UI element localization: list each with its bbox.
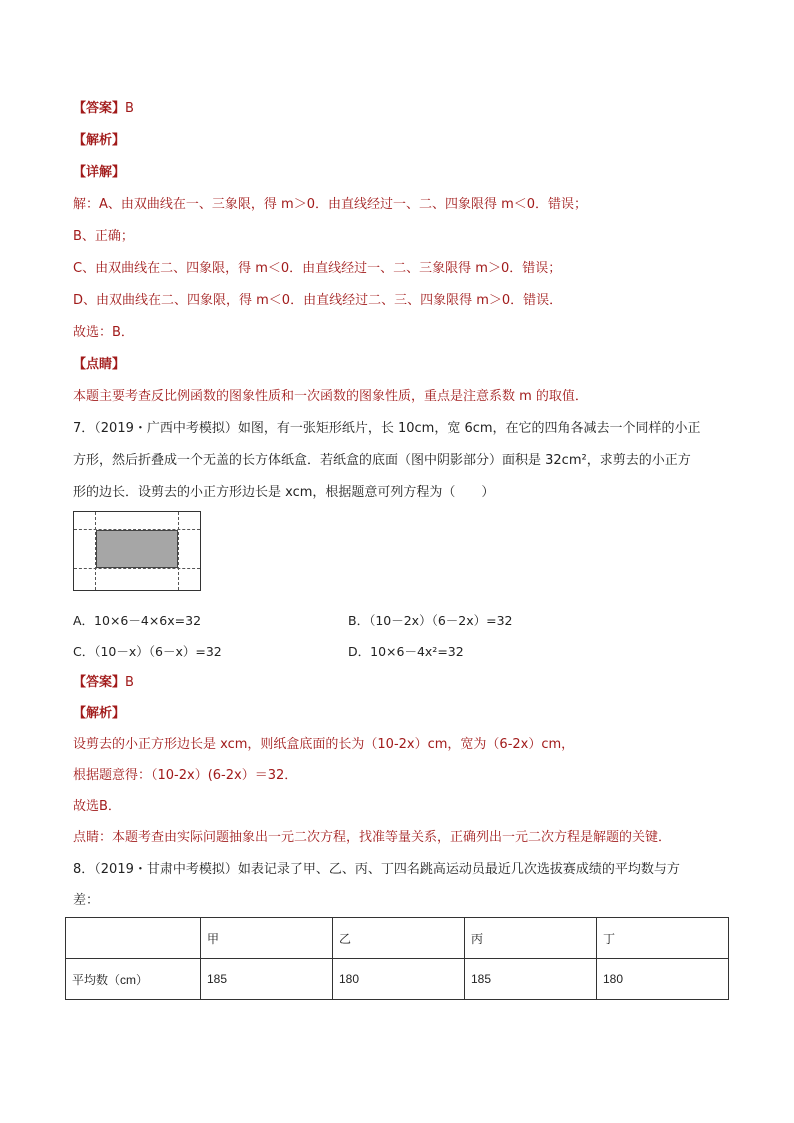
analysis-label: 【解析】	[73, 133, 126, 148]
comment-text: 本题主要考查反比例函数的图象性质和一次函数的图象性质，重点是注意系数 m 的取值．	[73, 389, 588, 404]
table-row	[66, 959, 729, 1000]
shaded-base	[96, 530, 178, 568]
analysis-label: 【解析】	[73, 706, 126, 721]
solution-line: 根据题意得：（10-2x）(6-2x）＝32．	[73, 768, 298, 783]
table-header-row	[66, 918, 729, 959]
option-c: C．（10－x）（6－x）=32	[73, 644, 222, 659]
comment-label: 【点睛】	[73, 357, 126, 372]
table-cell	[66, 918, 201, 959]
solution-line: 设剪去的小正方形边长是 xcm，则纸盒底面的长为（10-2x）cm，宽为（6-2x）cm，	[73, 737, 575, 752]
table-cell: 180	[597, 959, 729, 1000]
table-header-cell: 甲	[201, 918, 333, 959]
detail-label: 【详解】	[73, 165, 126, 180]
question-stem: 方形，然后折叠成一个无盖的长方体纸盒．若纸盒的底面（图中阴影部分）面积是 32cm²，求剪去的小正方	[73, 453, 691, 468]
fold-line	[74, 568, 200, 569]
table-header-cell: 乙	[333, 918, 465, 959]
option-b: B．（10－2x）（6－2x）=32	[348, 613, 513, 628]
comment-text: 点睛：本题考查由实际问题抽象出一元二次方程，找准等量关系，正确列出一元二次方程是解题的关键．	[73, 830, 672, 845]
fold-line	[178, 512, 179, 590]
solution-line: D、由双曲线在二、四象限，得 m＜0．由直线经过二、三、四象限得 m＞0．错误．	[73, 293, 563, 308]
question-stem: 差：	[73, 893, 100, 908]
table-header-cell: 丁	[597, 918, 729, 959]
choice-line: 故选B．	[73, 799, 121, 814]
option-a: A．10×6－4×6x=32	[73, 613, 202, 628]
solution-line: B、正确；	[73, 229, 134, 244]
solution-line: C、由双曲线在二、四象限，得 m＜0．由直线经过一、二、三象限得 m＞0．错误；	[73, 261, 562, 276]
question-stem: 形的边长．设剪去的小正方形边长是 xcm，根据题意可列方程为（ ）	[73, 485, 495, 500]
answer-label: 【答案】B	[73, 101, 134, 116]
question-stem: 8．（2019・甘肃中考模拟）如表记录了甲、乙、丙、丁四名跳高运动员最近几次选拔赛成绩的平均数与方	[73, 862, 680, 877]
table-header-cell: 丙	[465, 918, 597, 959]
row-label: 平均数（cm）	[66, 959, 201, 1000]
solution-line: 解：A、由双曲线在一、三象限，得 m＞0．由直线经过一、二、四象限得 m＜0．错误；	[73, 197, 588, 212]
option-d: D．10×6－4x²=32	[348, 644, 464, 659]
choice-line: 故选：B．	[73, 325, 134, 340]
question-stem: 7．（2019・广西中考模拟）如图，有一张矩形纸片，长 10cm，宽 6cm，在它的四角各减去一个同样的小正	[73, 421, 701, 436]
table-cell: 185	[201, 959, 333, 1000]
score-table	[65, 917, 729, 1000]
table-cell: 185	[465, 959, 597, 1000]
rectangle-figure	[73, 511, 201, 591]
table-cell: 180	[333, 959, 465, 1000]
answer-label: 【答案】B	[73, 675, 134, 690]
